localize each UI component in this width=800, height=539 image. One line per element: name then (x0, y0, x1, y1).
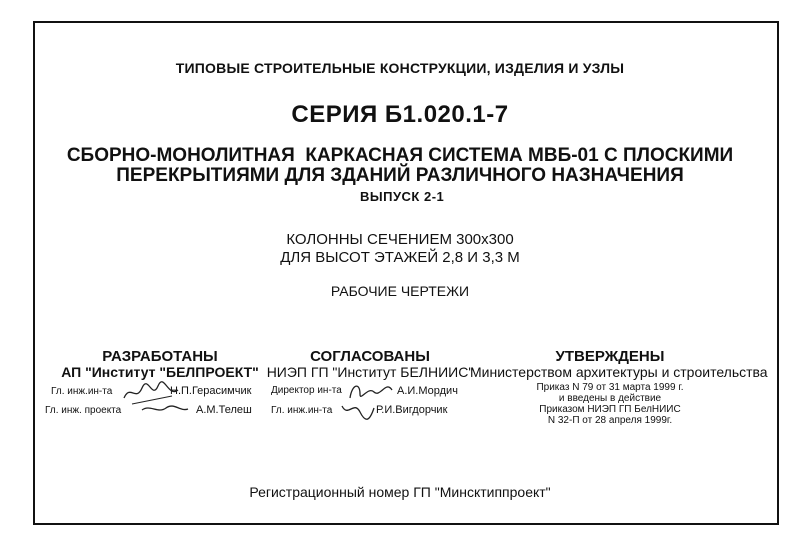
approved-org: Министерством архитектуры и строительства (470, 364, 768, 380)
title-line-1: СБОРНО-МОНОЛИТНАЯ КАРКАСНАЯ СИСТЕМА МВБ-01 С ПЛОСКИМИ (66, 145, 734, 166)
agreed-role-1: Директор ин-та (271, 385, 342, 396)
approval-line-2: и введены в действие (558, 393, 662, 404)
developed-heading: РАЗРАБОТАНЫ (102, 348, 218, 365)
approved-heading: УТВЕРЖДЕНЫ (555, 348, 665, 365)
developed-name-2: А.М.Телеш (196, 404, 252, 416)
approval-details (500, 382, 720, 426)
agreed-heading: СОГЛАСОВАНЫ (310, 348, 430, 365)
approval-line-3: Приказом НИЭП ГП БелНИИС (539, 404, 681, 415)
developed-name-1: Н.П.Герасимчик (170, 385, 252, 397)
agreed-role-2: Гл. инж.ин-та (271, 405, 333, 416)
signature-telesh (140, 400, 190, 420)
subject-line-1: КОЛОННЫ СЕЧЕНИЕМ 300х300 (286, 231, 514, 248)
drawings-label: РАБОЧИЕ ЧЕРТЕЖИ (330, 283, 470, 299)
approval-line-4: N 32-П от 28 апреля 1999г. (547, 415, 673, 426)
registration-number: Регистрационный номер ГП "Минсктиппроект" (249, 484, 551, 500)
subject-block (0, 231, 800, 267)
document-header: ТИПОВЫЕ СТРОИТЕЛЬНЫЕ КОНСТРУКЦИИ, ИЗДЕЛИЯ И УЗЛЫ (175, 60, 625, 76)
developed-role-2: Гл. инж. проекта (45, 405, 122, 416)
approval-line-1: Приказ N 79 от 31 марта 1999 г. (536, 382, 684, 393)
issue-label: ВЫПУСК 2-1 (360, 189, 445, 204)
signature-vigdorchik (338, 398, 378, 424)
series-title: СЕРИЯ Б1.020.1-7 (291, 101, 509, 128)
document-frame (33, 21, 779, 525)
agreed-name-2: Р.И.Вигдорчик (376, 404, 448, 416)
document-title (0, 146, 800, 186)
developed-role-1: Гл. инж.ин-та (51, 386, 113, 397)
agreed-name-1: А.И.Мордич (397, 385, 458, 397)
title-line-2: ПЕРЕКРЫТИЯМИ ДЛЯ ЗДАНИЙ РАЗЛИЧНОГО НАЗНАЧЕНИЯ (116, 165, 684, 186)
developed-org: АП "Институт "БЕЛПРОЕКТ" (61, 364, 259, 380)
agreed-org: НИЭП ГП "Институт БЕЛНИИС" (266, 364, 474, 380)
subject-line-2: ДЛЯ ВЫСОТ ЭТАЖЕЙ 2,8 И 3,3 М (280, 249, 520, 266)
